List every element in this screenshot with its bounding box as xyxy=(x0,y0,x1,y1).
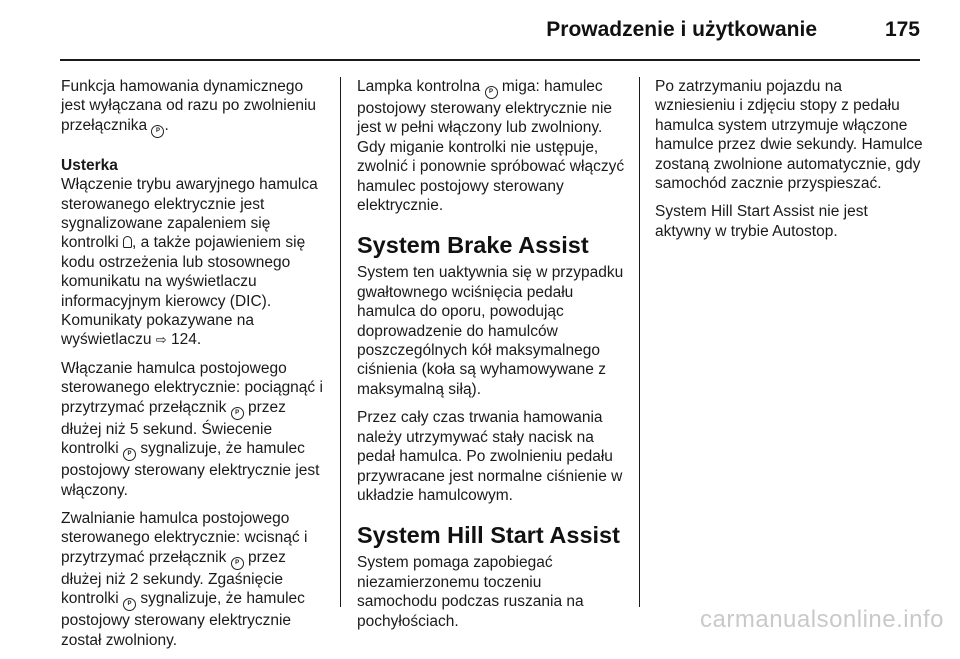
paragraph xyxy=(61,77,329,138)
parking-brake-icon: P xyxy=(231,557,244,570)
column-1 xyxy=(61,77,329,659)
column-divider-1 xyxy=(340,77,341,607)
column-3 xyxy=(655,77,923,250)
page-reference[interactable]: 124. xyxy=(170,331,202,349)
page-number: 175 xyxy=(884,18,920,41)
text: . xyxy=(164,116,169,134)
page-reference-arrow-icon: ⇨ xyxy=(155,332,167,348)
column-2 xyxy=(357,77,625,640)
parking-brake-icon: P xyxy=(151,125,164,138)
text: Włączenie trybu awaryjnego hamulca sterowanego elektrycznie jest sygnalizowane zapaleniem się kontrolki xyxy=(61,176,318,252)
paragraph xyxy=(61,175,329,350)
parking-brake-icon: P xyxy=(231,407,244,420)
section-heading-brake-assist: System Brake Assist xyxy=(357,232,589,259)
parking-brake-icon: P xyxy=(123,448,136,461)
text: sygnalizuje, że hamulec postojowy sterowany elektrycznie został zwolniony. xyxy=(61,590,305,649)
text: sygnalizuje, że hamulec postojowy sterowany elektrycznie jest włączony. xyxy=(61,440,320,499)
paragraph: Przez cały czas trwania hamowania należy utrzymywać stały nacisk na pedał hamulca. Po zwolnieniu pedału przywracane jest normalne ciśnienie w układzie hamulcowym. xyxy=(357,409,623,504)
section-heading-hill-start-assist: System Hill Start Assist xyxy=(357,522,620,549)
paragraph xyxy=(357,77,625,215)
text: miga: hamulec postojowy sterowany elektrycznie nie jest w pełni włączony lub zwolniony. Gdy miganie kontrolki nie ustępuje, zwolnić i ponownie spróbować włączyć hamulec postojowy sterowany elektrycznie. xyxy=(357,78,625,215)
paragraph xyxy=(61,359,329,500)
paragraph: System pomaga zapobiegać niezamierzonemu toczeniu samochodu podczas ruszania na pochyłościach. xyxy=(357,554,584,630)
text: , a także pojawieniem się kodu ostrzeżenia lub stosownego komunikatu na wyświetlaczu informacyjnym kierowcy (DIC). Komunikaty pokazywane na wyświetlaczu xyxy=(61,234,306,349)
text: Funkcja hamowania dynamicznego jest wyłączana od razu po zwolnieniu przełącznika xyxy=(61,78,317,134)
text: przez dłużej niż 5 sekund. Świecenie kontrolki xyxy=(61,398,286,458)
parking-brake-icon: P xyxy=(123,598,136,611)
fault-heading: Usterka xyxy=(61,156,118,174)
text: Włączanie hamulca postojowego sterowanego elektrycznie: pociągnąć i przytrzymać przełącznik xyxy=(61,359,323,416)
text: Lampka kontrolna xyxy=(357,78,481,95)
paragraph xyxy=(61,509,329,650)
watermark: carmanualsonline.info xyxy=(700,606,944,633)
parking-brake-icon: P xyxy=(485,86,498,99)
paragraph: System ten uaktywnia się w przypadku gwałtownego wciśnięcia pedału hamulca do oporu, powodując doprowadzenie do hamulców poszczególnych kół maksymalnego ciśnienia (koła są wyhamowywane z maksymalną siłą). xyxy=(357,264,624,398)
brake-warning-icon xyxy=(123,236,132,248)
text: Zwalnianie hamulca postojowego sterowanego elektrycznie: wcisnąć i przytrzymać przełącznik xyxy=(61,509,308,566)
text: przez dłużej niż 2 sekundy. Zgaśnięcie kontrolki xyxy=(61,548,286,608)
paragraph: System Hill Start Assist nie jest aktywny w trybie Autostop. xyxy=(655,203,868,240)
header-title: Prowadzenie i użytkowanie xyxy=(546,18,817,41)
column-divider-2 xyxy=(639,77,640,607)
paragraph: Po zatrzymaniu pojazdu na wzniesieniu i zdjęciu stopy z pedału hamulca system utrzymuje włączone hamulce przez dwie sekundy. Hamulce zostaną zwolnione automatycznie, gdy samochód zacznie przyspieszać. xyxy=(655,78,923,193)
header-divider xyxy=(60,59,920,61)
